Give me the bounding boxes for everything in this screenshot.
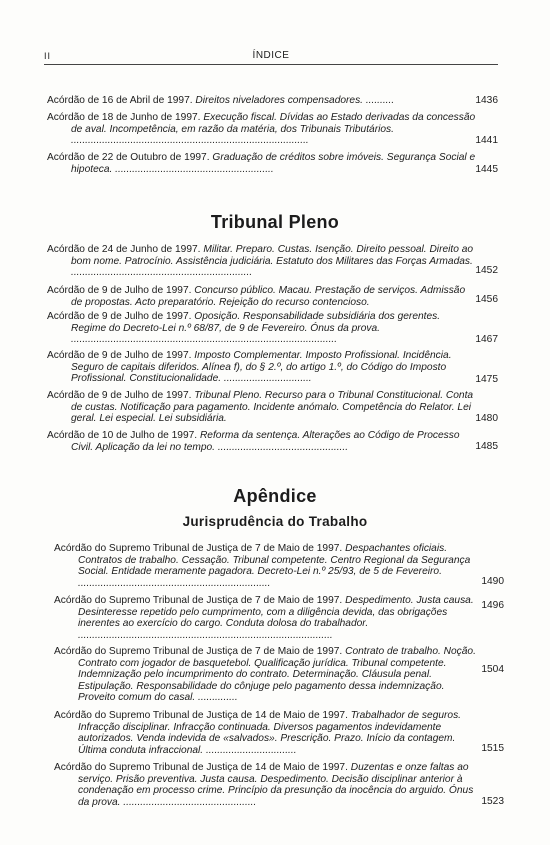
entry-lead: Acórdão de 9 de Julho de 1997. bbox=[47, 311, 195, 322]
entry-lead: Acórdão do Supremo Tribunal de Justiça de 14 de Maio de 1997. bbox=[54, 762, 351, 773]
entry-description: Concurso público. Macau. Prestação de serviços. Admissão de propostas. Acto preparatório. Rejeição do recurso contencioso. bbox=[71, 285, 466, 308]
entry-page-number: 1445 bbox=[475, 164, 498, 175]
entry-lead: Acórdão de 22 de Outubro de 1997. bbox=[47, 152, 213, 163]
entry-description: Oposição. Responsabilidade subsidiária dos gerentes. Regime do Decreto-Lei n.º 68/87, de 9 de Fevereiro. Ónus da prova. .............................................................................................. bbox=[71, 311, 441, 346]
index-entry bbox=[47, 152, 476, 175]
page-number: II bbox=[44, 51, 52, 61]
entry-page-number: 1436 bbox=[475, 95, 498, 106]
entry-lead: Acórdão de 16 de Abril de 1997. bbox=[47, 95, 196, 106]
entry-page-number: 1496 bbox=[481, 600, 504, 611]
entry-lead: Acórdão de 9 de Julho de 1997. bbox=[47, 285, 195, 296]
entry-description: Tribunal Pleno. Recurso para o Tribunal Constitucional. Conta de custas. Notificação para pagamento. Incidente anómalo. Competência do Relator. Lei geral. Lei especial. Lei subsidiária. bbox=[71, 390, 474, 425]
section-heading-tribunal-pleno: Tribunal Pleno bbox=[210, 212, 340, 232]
entry-page-number: 1452 bbox=[475, 265, 498, 276]
entry-description: Graduação de créditos sobre imóveis. Segurança Social e hipoteca. ........................................................ bbox=[71, 152, 476, 175]
entry-description: Direitos niveladores compensadores. .......... bbox=[195, 95, 395, 106]
entry-description: Contrato de trabalho. Noção. Contrato com jogador de basquetebol. Qualificação jurídica. Tribunal competente. Indemnização pelo incumprimento do contrato. Determinação. Cláusula penal. Estipulação. Responsabilidade do cônjuge pelo pagamento dessa indemnização. Proveito comum do casal. .............. bbox=[78, 646, 476, 704]
entry-lead: Acórdão de 10 de Julho de 1997. bbox=[47, 430, 200, 441]
index-entry bbox=[47, 311, 476, 346]
header-title: ÍNDICE bbox=[252, 50, 290, 61]
entry-page-number: 1504 bbox=[481, 664, 504, 675]
entry-page-number: 1523 bbox=[481, 796, 504, 807]
entry-page-number: 1467 bbox=[475, 334, 498, 345]
index-entry bbox=[54, 710, 478, 756]
index-entry bbox=[54, 646, 478, 704]
index-entry bbox=[47, 430, 476, 453]
entry-description: Imposto Complementar. Imposto Profissional. Incidência. Seguro de capitais diferidos. Alínea f), do § 2.º, do artigo 1.º, do Código do Imposto Profissional. Constitucionalidade. ............................... bbox=[71, 350, 452, 385]
entry-page-number: 1475 bbox=[475, 374, 498, 385]
entry-lead: Acórdão do Supremo Tribunal de Justiça de 7 de Maio de 1997. bbox=[54, 595, 346, 606]
entry-page-number: 1490 bbox=[481, 576, 504, 587]
entry-lead: Acórdão de 9 de Julho de 1997. bbox=[47, 350, 195, 361]
page-header bbox=[44, 48, 498, 65]
entry-page-number: 1515 bbox=[481, 743, 504, 754]
entry-description: Reforma da sentença. Alterações ao Código de Processo Civil. Aplicação da lei no tempo. .............................................. bbox=[71, 430, 460, 453]
section-heading-apendice: Apêndice bbox=[233, 486, 317, 506]
entry-lead: Acórdão de 24 de Junho de 1997. bbox=[47, 244, 204, 255]
entry-page-number: 1441 bbox=[475, 135, 498, 146]
entry-page-number: 1456 bbox=[475, 294, 498, 305]
entry-description: Despedimento. Justa causa. Desinteresse repetido pelo cumprimento, com a diligência devida, das obrigações inerentes ao exercício do cargo. Conduta dolosa do trabalhador. .......................................................................................... bbox=[78, 595, 474, 641]
index-entry bbox=[47, 390, 476, 425]
section-subheading-jurisprudencia: Jurisprudência do Trabalho bbox=[182, 514, 368, 529]
entry-description: Trabalhador de seguros. Infracção disciplinar. Infracção continuada. Diversos pagamentos indevidamente autorizados. Venda indevida de «salvados». Prescrição. Prazo. Início da contagem. Última conduta infraccional. ................................ bbox=[78, 710, 462, 756]
index-entry bbox=[54, 762, 478, 808]
index-entry bbox=[47, 244, 476, 279]
index-entry bbox=[47, 285, 476, 308]
entry-page-number: 1480 bbox=[475, 413, 498, 424]
index-entry bbox=[47, 350, 476, 385]
index-entry bbox=[54, 543, 478, 589]
entry-description: Execução fiscal. Dívidas ao Estado derivadas da concessão de aval. Incompetência, em razão da matéria, dos Tribunais Tributários. .................................................................................... bbox=[71, 112, 476, 147]
entry-description: Duzentas e onze faltas ao serviço. Prisão preventiva. Justa causa. Despedimento. Decisão disciplinar anterior à condenação em processo crime. Princípio da presunção da inocência do arguido. Ónus da prova. ............................................... bbox=[78, 762, 474, 808]
index-entry bbox=[47, 112, 476, 147]
entry-lead: Acórdão de 18 de Junho de 1997. bbox=[47, 112, 204, 123]
entry-page-number: 1485 bbox=[475, 441, 498, 452]
entry-lead: Acórdão do Supremo Tribunal de Justiça de 14 de Maio de 1997. bbox=[54, 710, 351, 721]
entry-lead: Acórdão de 9 de Julho de 1997. bbox=[47, 390, 195, 401]
entry-description: Militar. Preparo. Custas. Isenção. Direito pessoal. Direito ao bom nome. Patrocínio. Assistência judiciária. Estatuto dos Militares das Forças Armadas. ................................................................ bbox=[71, 244, 474, 279]
entry-lead: Acórdão do Supremo Tribunal de Justiça de 7 de Maio de 1997. bbox=[54, 646, 346, 657]
index-entry bbox=[54, 595, 478, 641]
entry-lead: Acórdão do Supremo Tribunal de Justiça de 7 de Maio de 1997. bbox=[54, 543, 346, 554]
entry-description: Despachantes oficiais. Contratos de trabalho. Cessação. Tribunal competente. Centro Regional da Segurança Social. Entidade meramente pagadora. Decreto-Lei n.º 25/93, de 5 de Fevereiro. .................................................................... bbox=[78, 543, 471, 589]
index-entry bbox=[47, 95, 451, 107]
